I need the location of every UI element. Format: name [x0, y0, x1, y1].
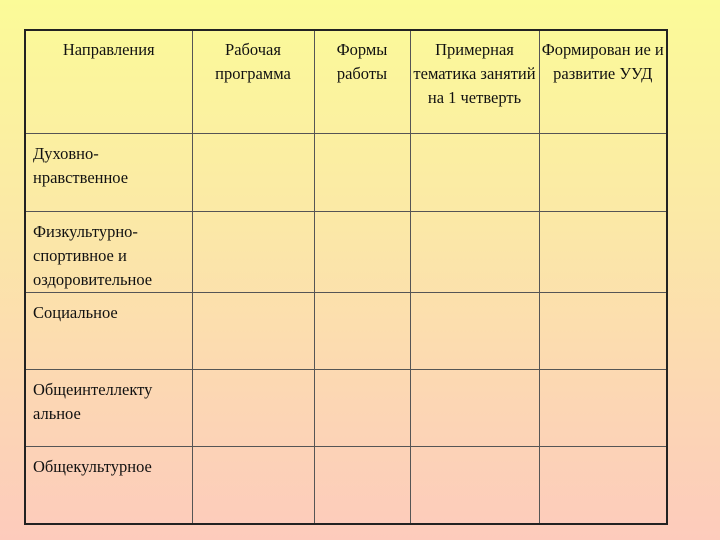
row-label-intellectual: Общеинтеллекту альное [25, 369, 192, 446]
cell-empty [314, 292, 410, 369]
table-row [25, 369, 667, 446]
table-row [25, 211, 667, 292]
cell-empty [192, 211, 314, 292]
cell-empty [410, 211, 539, 292]
row-label-spiritual: Духовно-нравственное [25, 133, 192, 211]
header-directions: Направления [25, 30, 192, 133]
cell-empty [314, 369, 410, 446]
cell-empty [192, 292, 314, 369]
row-label-sport: Физкультурно-спортивное и оздоровительное [25, 211, 192, 292]
header-work-program: Рабочая программа [192, 30, 314, 133]
header-row [25, 30, 667, 133]
activities-table [24, 29, 668, 525]
cell-empty [314, 211, 410, 292]
table-row [25, 292, 667, 369]
cell-empty [410, 133, 539, 211]
cell-empty [410, 446, 539, 524]
header-work-forms: Формы работы [314, 30, 410, 133]
cell-empty [539, 292, 667, 369]
header-topics: Примерная тематика занятий на 1 четверть [410, 30, 539, 133]
cell-empty [192, 446, 314, 524]
header-uud: Формирован ие и развитие УУД [539, 30, 667, 133]
cell-empty [192, 133, 314, 211]
row-label-cultural: Общекультурное [25, 446, 192, 524]
row-label-social: Социальное [25, 292, 192, 369]
cell-empty [539, 369, 667, 446]
table-row [25, 133, 667, 211]
table-row [25, 446, 667, 524]
cell-empty [539, 446, 667, 524]
cell-empty [192, 369, 314, 446]
cell-empty [314, 446, 410, 524]
cell-empty [410, 292, 539, 369]
cell-empty [410, 369, 539, 446]
cell-empty [539, 133, 667, 211]
cell-empty [314, 133, 410, 211]
cell-empty [539, 211, 667, 292]
